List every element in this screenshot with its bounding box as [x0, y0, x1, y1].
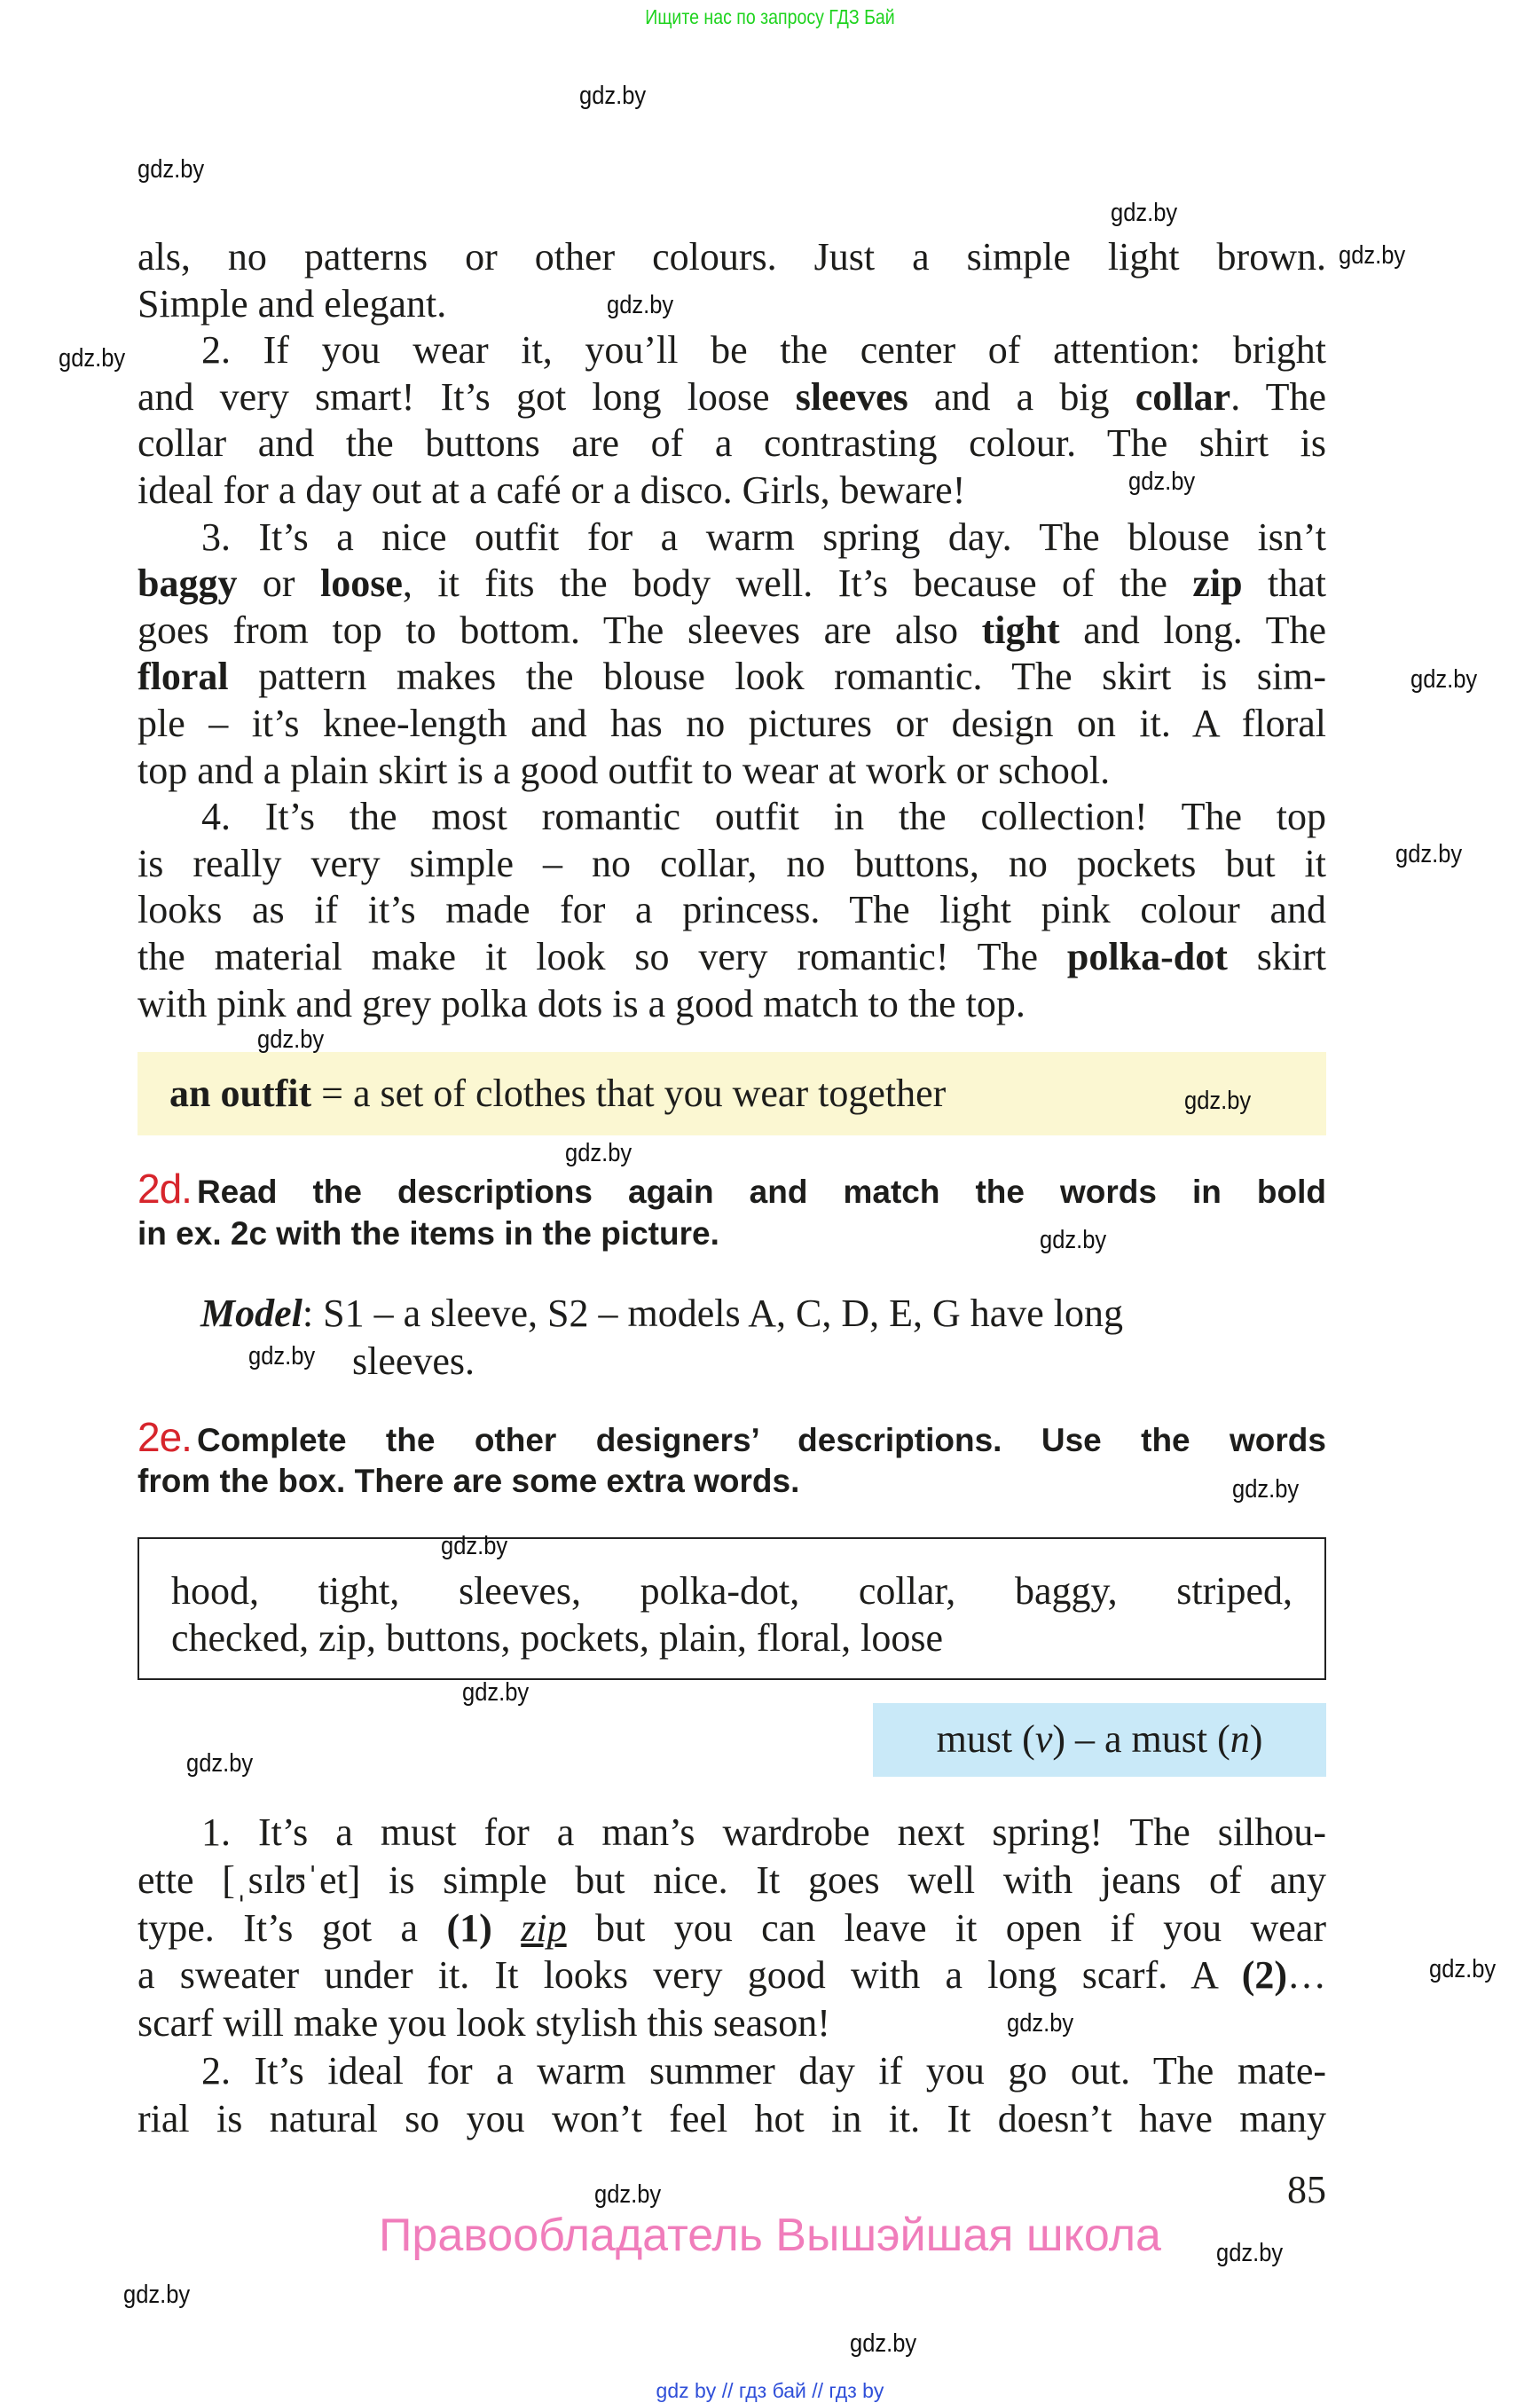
text-line	[201, 327, 1326, 373]
text-segment: 3. It’s a nice outfit for a warm spring day. The blouse isn’t	[201, 514, 1326, 559]
word-box-line-2: checked, zip, buttons, pockets, plain, floral, loose	[171, 1616, 943, 1660]
watermark: gdz.by	[594, 2180, 662, 2209]
text-line	[138, 420, 1326, 467]
watermark: gdz.by	[257, 1025, 325, 1054]
bold-term: polka-dot	[1066, 935, 1228, 978]
watermark: gdz.by	[248, 1342, 316, 1370]
bold-term: floral	[138, 655, 229, 699]
text-segment: but you can leave it open if you wear	[566, 1905, 1327, 1950]
definition-text	[169, 1071, 946, 1117]
text-segment: top and a plain skirt is a good outfit to wear at work or school.	[138, 748, 1111, 792]
text-line	[138, 1857, 1326, 1904]
text-segment: , it fits the body well. It’s because of the	[402, 561, 1193, 606]
bold-term: zip	[1192, 561, 1243, 606]
grammar-note-box	[873, 1703, 1326, 1777]
text-segment: and very smart! It’s got long loose	[138, 374, 796, 419]
text-line	[138, 748, 1326, 794]
text-line	[138, 2000, 1326, 2046]
task-number-2d: 2d.	[138, 1166, 192, 1212]
definition-term: an outfit	[169, 1072, 312, 1115]
text-segment: goes from top to bottom. The sleeves are also	[138, 608, 982, 652]
text-segment: …	[1287, 1953, 1326, 1998]
watermark: gdz.by	[1111, 199, 1178, 227]
watermark: gdz.by	[1007, 2009, 1074, 2038]
definition-meaning: = a set of clothes that you wear together	[311, 1072, 947, 1115]
text-line	[201, 1810, 1326, 1856]
text-segment: and long. The	[1059, 608, 1326, 652]
text-segment: type. It’s got a	[138, 1905, 447, 1950]
model-line-2: sleeves.	[352, 1339, 475, 1383]
definition-box	[138, 1052, 1326, 1135]
note-noun-marker: n	[1230, 1717, 1250, 1761]
text-line	[138, 701, 1326, 747]
bold-term: (1)	[446, 1905, 492, 1950]
text-segment: with pink and grey polka dots is a good match to the top.	[138, 981, 1025, 1025]
watermark: gdz.by	[1184, 1087, 1252, 1115]
word-box	[138, 1537, 1326, 1680]
copyright-owner: Правообладатель Вышэйшая школа	[379, 2210, 1161, 2261]
task-2d-line-1	[138, 1166, 1326, 1214]
bold-term: baggy	[138, 561, 238, 606]
text-segment: pattern makes the blouse look romantic. The skirt is sim-	[228, 655, 1326, 699]
word-box-line-1: hood, tight, sleeves, polka-dot, collar, baggy, striped,	[171, 1569, 1292, 1613]
text-segment: rial is natural so you won’t feel hot in it. It doesn’t have many	[138, 2096, 1326, 2140]
task-number-2e: 2e.	[138, 1414, 192, 1460]
watermark: gdz.by	[1410, 665, 1478, 694]
text-segment: 1. It’s a must for a man’s wardrobe next spring! The silhou-	[201, 1810, 1326, 1854]
watermark: gdz.by	[123, 2281, 191, 2309]
text-segment: als, no patterns or other colours. Just a simple light brown.	[138, 235, 1326, 279]
text-line	[138, 1905, 1326, 1951]
watermark: gdz.by	[1216, 2239, 1284, 2267]
grammar-note-text	[873, 1716, 1326, 1763]
bold-term: tight	[981, 608, 1060, 652]
model-label: Model	[200, 1292, 302, 1335]
watermark: gdz.by	[59, 344, 126, 373]
text-segment: the material make it look so very romantic! The	[138, 935, 1067, 978]
footer-site-note: gdz by // гдз бай // гдз by	[656, 2379, 884, 2402]
bold-term: (2)	[1241, 1953, 1287, 1998]
model-text-1: : S1 – a sleeve, S2 – models A, C, D, E, G have long	[302, 1292, 1124, 1335]
watermark: gdz.by	[1040, 1226, 1107, 1254]
watermark: gdz.by	[1429, 1955, 1497, 1983]
text-line	[138, 234, 1326, 280]
text-segment: collar and the buttons are of a contrasting colour. The shirt is	[138, 421, 1326, 466]
text-line	[138, 841, 1326, 887]
watermark: gdz.by	[1339, 241, 1406, 270]
text-segment: a sweater under it. It looks very good with a long scarf. A	[138, 1953, 1242, 1998]
note-part: ) – a must (	[1052, 1717, 1230, 1761]
text-line	[138, 887, 1326, 933]
text-line	[201, 794, 1326, 840]
model-line-1	[200, 1291, 1123, 1337]
text-segment: or	[237, 561, 321, 606]
task-2d-line-2: in ex. 2c with the items in the picture.	[138, 1215, 719, 1252]
task-2e-line-1	[138, 1415, 1326, 1463]
task-2e-line-2: from the box. There are some extra words.	[138, 1463, 800, 1499]
text-line	[138, 654, 1326, 700]
text-segment: ideal for a day out at a café or a disco. Girls, beware!	[138, 468, 966, 512]
bold-term: sleeves	[795, 374, 908, 419]
text-line	[138, 981, 1326, 1027]
note-part: )	[1249, 1717, 1263, 1761]
task-2d-instruction-1: Read the descriptions again and match the words in bold	[196, 1174, 1326, 1210]
watermark: gdz.by	[1395, 840, 1463, 868]
text-segment: 2. It’s ideal for a warm summer day if you go out. The mate-	[201, 2049, 1326, 2093]
text-segment: that	[1242, 561, 1326, 606]
text-segment: looks as if it’s made for a princess. The light pink colour and	[138, 888, 1326, 932]
text-segment	[492, 1906, 521, 1950]
bold-term: collar	[1135, 374, 1231, 419]
watermark: gdz.by	[565, 1139, 632, 1167]
watermark: gdz.by	[850, 2329, 917, 2358]
note-part: must (	[936, 1717, 1035, 1761]
task-2e-instruction-1: Complete the other designers’ descriptions. Use the words	[196, 1422, 1326, 1458]
text-segment: skirt	[1227, 935, 1326, 978]
text-segment: ette [ˌsɪlʊˈet] is simple but nice. It goes well with jeans of any	[138, 1857, 1326, 1902]
watermark: gdz.by	[186, 1749, 254, 1778]
watermark: gdz.by	[441, 1532, 508, 1560]
text-segment: scarf will make you look stylish this season!	[138, 2001, 830, 2046]
watermark: gdz.by	[462, 1678, 530, 1707]
text-line	[138, 374, 1326, 420]
watermark: gdz.by	[1232, 1475, 1300, 1504]
watermark: gdz.by	[1128, 467, 1196, 496]
page-number: 85	[1287, 2168, 1326, 2211]
text-line	[201, 514, 1326, 561]
watermark: gdz.by	[138, 155, 205, 184]
text-line	[138, 608, 1326, 654]
text-line	[138, 1952, 1326, 1999]
text-segment: and a big	[908, 374, 1135, 419]
bold-term: loose	[320, 561, 403, 606]
text-segment: 4. It’s the most romantic outfit in the collection! The top	[201, 795, 1326, 839]
note-verb-marker: v	[1034, 1717, 1053, 1761]
text-segment: 2. If you wear it, you’ll be the center of attention: bright	[201, 328, 1326, 373]
text-segment: . The	[1230, 374, 1326, 419]
example-answer: zip	[521, 1905, 567, 1950]
watermark: gdz.by	[607, 291, 674, 319]
text-segment: ple – it’s knee-length and has no pictures or design on it. A floral	[138, 702, 1326, 745]
watermark: gdz.by	[579, 82, 647, 110]
text-segment: is really very simple – no collar, no buttons, no pockets but it	[138, 841, 1326, 885]
text-line	[138, 281, 1326, 327]
text-line	[138, 561, 1326, 607]
text-line	[138, 934, 1326, 980]
text-line	[138, 2096, 1326, 2142]
site-search-note: Ищите нас по запросу ГДЗ Бай	[645, 5, 895, 28]
text-line	[201, 2048, 1326, 2094]
text-segment: Simple and elegant.	[138, 281, 447, 326]
